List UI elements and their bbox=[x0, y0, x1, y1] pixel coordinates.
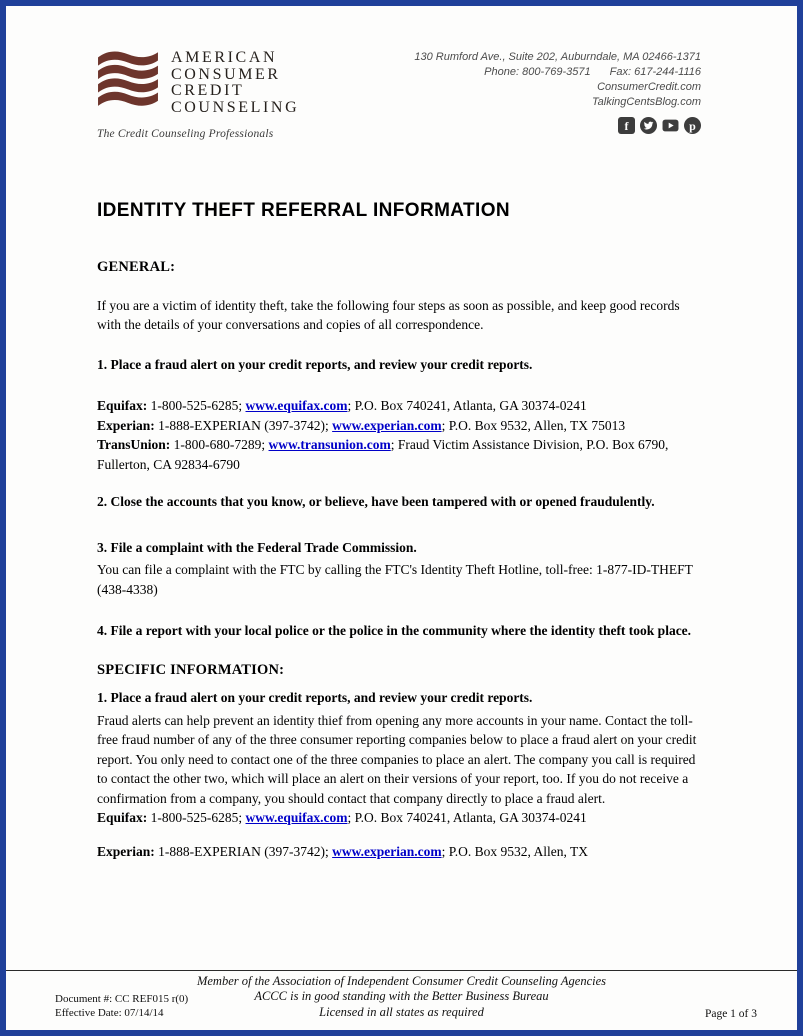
bureau-line-equifax bbox=[97, 396, 701, 416]
document-title: IDENTITY THEFT REFERRAL INFORMATION bbox=[97, 199, 510, 221]
blog-line: TalkingCentsBlog.com bbox=[591, 96, 701, 108]
address-line: 130 Rumford Ave., Suite 202, Auburndale, MA 02466-1371 bbox=[414, 51, 701, 63]
phone-number: Phone: 800-769-3571 bbox=[484, 66, 591, 78]
bureau-name: TransUnion: bbox=[97, 437, 171, 452]
bureau-name: Experian: bbox=[97, 843, 155, 859]
experian-link[interactable]: www.experian.com bbox=[332, 417, 442, 433]
letterhead bbox=[97, 48, 701, 145]
bureau-address: ; Fraud Victim Assistance Division, P.O. Box 6790, Fullerton, CA 92834-6790 bbox=[97, 437, 669, 472]
general-step-1: 1. Place a fraud alert on your credit reports, and review your credit reports. bbox=[97, 356, 533, 372]
page-footer bbox=[6, 970, 797, 1031]
general-intro-paragraph: If you are a victim of identity theft, take the following four steps as soon as possible, and keep good records with the details of your conversations and copies of all correspondence. bbox=[97, 297, 680, 332]
bureau-name: Experian: bbox=[97, 417, 155, 433]
logo-word-consumer: CONSUMER bbox=[171, 65, 281, 83]
logo-tagline: The Credit Counseling Professionals bbox=[97, 128, 274, 140]
logo-word-credit: CREDIT bbox=[171, 82, 245, 99]
bureau-phone: 1-888-EXPERIAN (397-3742); bbox=[154, 843, 333, 859]
general-heading: GENERAL: bbox=[97, 259, 176, 275]
logo-wordmark bbox=[171, 48, 299, 116]
website-line: ConsumerCredit.com bbox=[597, 81, 701, 93]
equifax-link[interactable]: www.equifax.com bbox=[245, 810, 348, 825]
experian-link[interactable]: www.experian.com bbox=[332, 843, 442, 859]
bureau-name: Equifax: bbox=[97, 398, 148, 413]
logo-word-american: AMERICAN bbox=[171, 49, 278, 66]
bureau-name: Equifax: bbox=[97, 810, 148, 825]
specific-step-1: 1. Place a fraud alert on your credit reports, and review your credit reports. bbox=[97, 690, 533, 705]
bureau-phone: 1-800-525-6285; bbox=[147, 810, 246, 825]
accc-flag-icon bbox=[97, 48, 159, 106]
general-step-3: 3. File a complaint with the Federal Trade Commission. bbox=[97, 539, 417, 555]
footer-license-line: Licensed in all states as required bbox=[319, 1004, 484, 1019]
pinterest-icon: p bbox=[684, 117, 701, 134]
ftc-hotline-paragraph: You can file a complaint with the FTC by calling the FTC's Identity Theft Hotline, toll-free: 1-877-ID-THEFT (438-4338) bbox=[97, 562, 693, 597]
footer-membership-line: Member of the Association of Independent Consumer Credit Counseling Agencies bbox=[196, 973, 607, 988]
twitter-icon bbox=[640, 117, 657, 134]
specific-bureau-line-experian bbox=[97, 842, 701, 862]
contact-info bbox=[414, 48, 701, 134]
bureau-phone: 1-888-EXPERIAN (397-3742); bbox=[154, 417, 333, 433]
general-step-2: 2. Close the accounts that you know, or believe, have been tampered with or opened fraudulently. bbox=[97, 494, 655, 509]
youtube-icon bbox=[662, 117, 679, 134]
bureau-phone: 1-800-680-7289; bbox=[170, 437, 269, 452]
page-number: Page 1 of 3 bbox=[704, 1008, 757, 1020]
bureau-address: ; P.O. Box 740241, Atlanta, GA 30374-0241 bbox=[347, 810, 587, 825]
equifax-link[interactable]: www.equifax.com bbox=[245, 398, 348, 413]
general-step-4: 4. File a report with your local police or the police in the community where the identity theft took place. bbox=[97, 623, 692, 638]
document-meta bbox=[55, 992, 188, 1020]
bureau-address: ; P.O. Box 9532, Allen, TX bbox=[441, 843, 588, 859]
accc-logo bbox=[97, 48, 299, 145]
bureau-line-transunion bbox=[97, 435, 701, 474]
fax-number: Fax: 617-244-1116 bbox=[609, 66, 701, 78]
phone-fax-line bbox=[414, 65, 701, 80]
bureau-address: ; P.O. Box 9532, Allen, TX 75013 bbox=[441, 417, 626, 433]
transunion-link[interactable]: www.transunion.com bbox=[268, 437, 391, 452]
bureau-line-experian bbox=[97, 416, 701, 436]
footer-bbb-line: ACCC is in good standing with the Better Business Bureau bbox=[254, 989, 549, 1003]
credit-bureau-list bbox=[97, 396, 701, 474]
specific-bureau-line-equifax bbox=[97, 808, 701, 828]
logo-word-counseling: COUNSELING bbox=[171, 98, 300, 116]
specific-information-heading: SPECIFIC INFORMATION: bbox=[97, 661, 285, 678]
facebook-icon: f bbox=[618, 117, 635, 134]
bureau-phone: 1-800-525-6285; bbox=[147, 398, 246, 413]
effective-date: Effective Date: 07/14/14 bbox=[55, 1007, 164, 1019]
document-content bbox=[6, 6, 797, 861]
bureau-address: ; P.O. Box 740241, Atlanta, GA 30374-0241 bbox=[347, 398, 587, 413]
social-icons bbox=[414, 117, 701, 134]
fraud-alert-paragraph: Fraud alerts can help prevent an identity thief from opening any more accounts in your name. Contact the toll-free fraud number of any of the three consumer reporting companies below to place a fraud alert on your credit report. You only need to contact one of the three companies to place an alert. The company you call is required to contact the other two, which will place an alert on their versions of your report, too. If you do not receive a confirmation from a company, you should contact that company directly to place a fraud alert. bbox=[97, 712, 697, 806]
document-number: Document #: CC REF015 r(0) bbox=[55, 993, 189, 1005]
